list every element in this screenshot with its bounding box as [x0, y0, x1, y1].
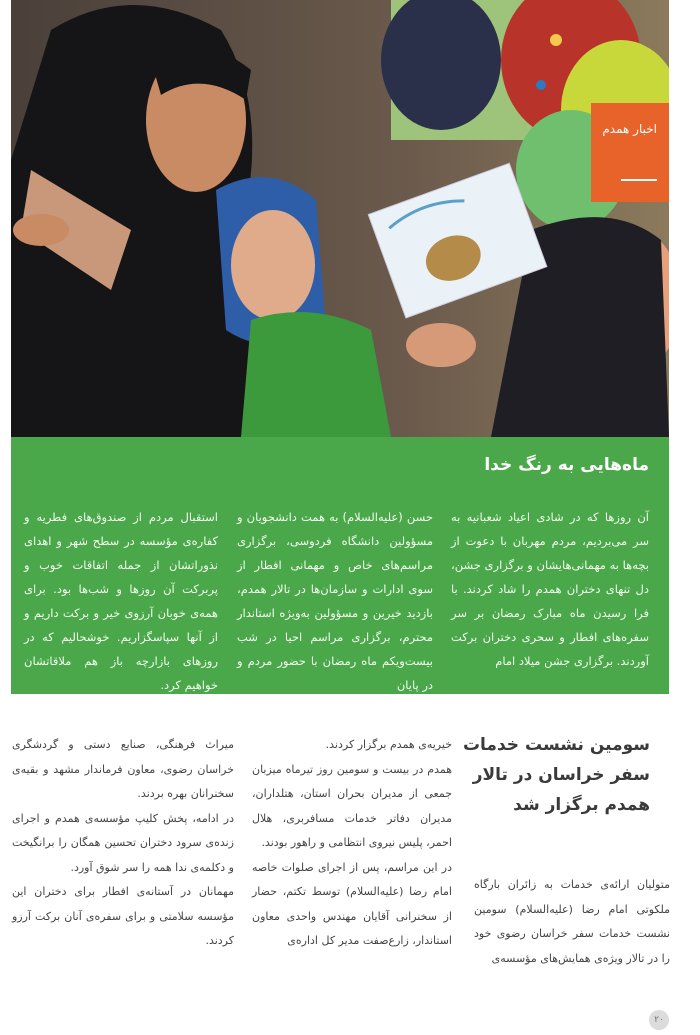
article-paragraph: متولیان ارائه‌ی خدمات به زائران بارگاه ملکوتی امام رضا (علیه‌السلام) سومین نشست خدمات سفر خراسان رضوی خود را در تالار ویژه‌ی همایش‌های مؤسسه‌ی	[474, 878, 670, 965]
photo-illustration	[11, 0, 669, 437]
hero-photo	[11, 0, 669, 437]
feature-column-3: استقبال مردم از صندوق‌های فطریه و کفاره‌ی مؤسسه در سطح شهر و اهدای نذوراتشان از جمله اتفاقات خوب و پربرکت آن روزها و شب‌ها بود. برای همه‌ی خوبان آرزوی خیر و برکت داریم و از آنها سپاسگزاریم. خوشحالیم که در روزهای بازارچه باز هم ملاقاتشان خواهیم کرد.	[24, 510, 218, 692]
section-badge	[591, 103, 669, 202]
feature-title: ماه‌هایی به رنگ خدا	[484, 455, 649, 475]
page-number: ۲۰	[649, 1010, 669, 1030]
article-title: سومین نشست خدمات سفر خراسان در تالار همدم برگزار شد	[462, 735, 650, 815]
article-column-2	[252, 733, 452, 954]
article-paragraph: در این مراسم، پس از اجرای صلوات خاصه امام رضا (علیه‌السلام) توسط تکتم، حضار از سخنرانی آقایان مهندس واحدی معاون استاندار، زارع‌صفت مدیر کل اداره‌ی	[252, 860, 452, 947]
article-paragraph: مهمانان در آستانه‌ی افطار برای دختران این مؤسسه سلامتی و برای سفره‌ی آنان برکت آرزو کردند.	[12, 885, 234, 947]
section-badge-label: اخبار همدم	[602, 122, 657, 136]
feature-column-1: آن روزها که در شادی اعیاد شعبانیه به سر می‌بردیم، مردم مهربان با دعوت از بچه‌ها به مهمانی‌هایشان و برگزاری جشن، دل تنهای دختران همدم را شاد کردند. با فرا رسیدن ماه مبارک رمضان بر سر سفره‌های افطار و سحری دختران برکت آوردند. برگزاری جشن میلاد امام	[451, 510, 649, 668]
feature-column-2: حسن (علیه‌السلام) به همت دانشجویان و مسؤولین دانشگاه فردوسی، برگزاری مراسم‌های خاص و مهمانی افطار از سوی ادارات و سازمان‌ها در تالار همدم، بازدید خیرین و مسؤولین به‌ویژه استاندار محترم، برگزاری مراسم احیا در شب بیست‌ویکم ماه رمضان با حضور مردم و در پایان	[237, 510, 433, 692]
article-paragraph: در ادامه، پخش کلیپ مؤسسه‌ی همدم و اجرای زنده‌ی سرود دختران تحسین همگان را برانگیخت و دکلمه‌ی ندا همه را سر شوق آورد.	[12, 811, 234, 874]
article-paragraph: میراث فرهنگی، صنایع دستی و گردشگری خراسان رضوی، معاون فرماندار مشهد و بقیه‌ی سخنرانان بهره بردند.	[12, 738, 234, 800]
article-paragraph: همدم در بیست و سومین روز تیرماه میزبان جمعی از مدیران بحران استان، هتلداران، مدیران دفاتر خدمات مسافربری، هلال احمر، پلیس نیروی انتظامی و راهور بودند.	[252, 762, 452, 849]
section-badge-rule	[621, 179, 657, 181]
article-column-1	[474, 873, 670, 971]
article-paragraph: خیریه‌ی همدم برگزار کردند.	[325, 738, 452, 751]
feature-box	[11, 437, 669, 694]
article-column-3	[12, 733, 234, 954]
